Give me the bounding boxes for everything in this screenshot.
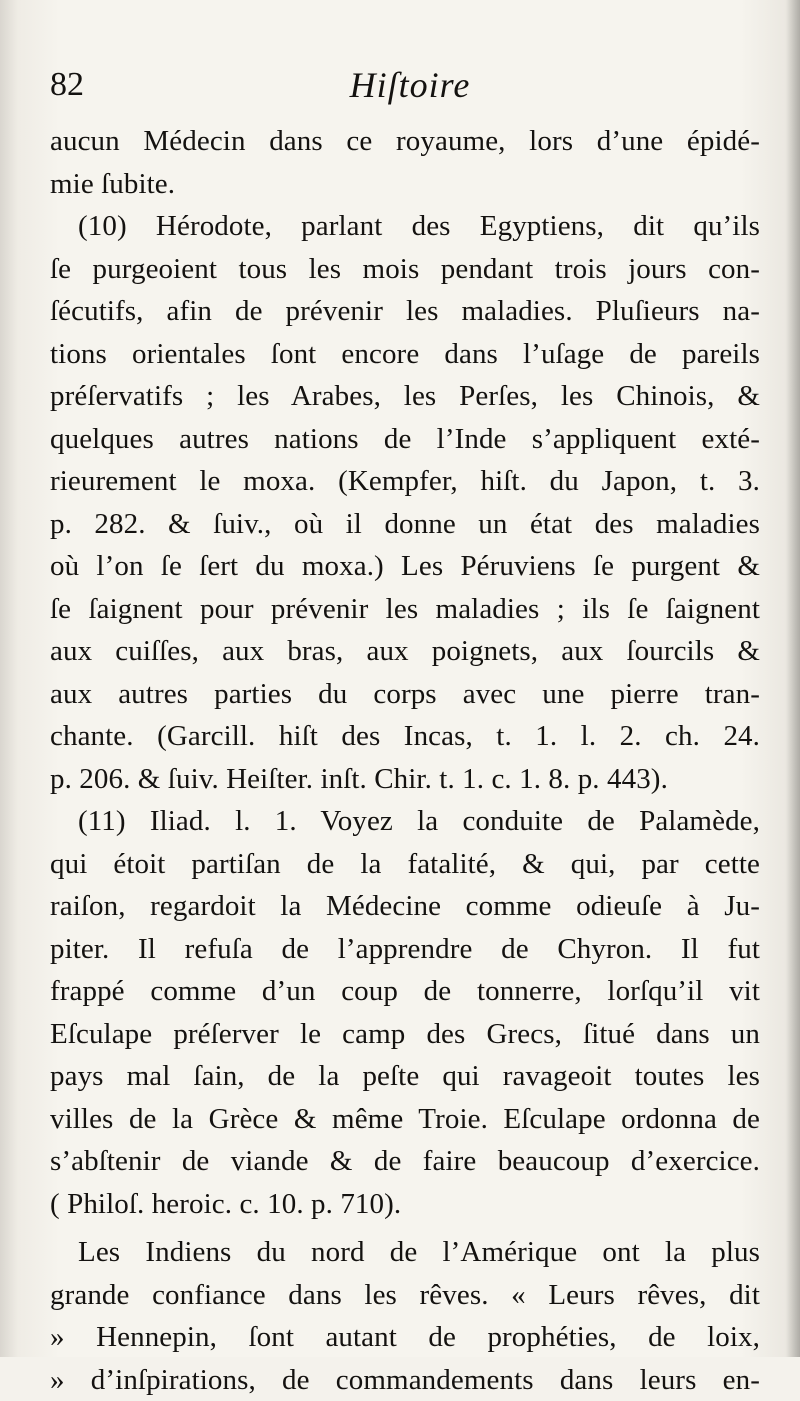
text-line: Eſculape préſerver le camp des Grecs, ſitué dans un bbox=[50, 1013, 760, 1056]
text-line: tions orientales ſont encore dans l’uſage de pareils bbox=[50, 333, 760, 376]
text-line: ſécutifs, afin de prévenir les maladies. Pluſieurs na- bbox=[50, 290, 760, 333]
page-number: 82 bbox=[50, 66, 84, 104]
text-line: ſe purgeoient tous les mois pendant trois jours con- bbox=[50, 248, 760, 291]
text-line: grande confiance dans les rêves. « Leurs rêves, dit bbox=[50, 1274, 760, 1317]
text-line: piter. Il refuſa de l’apprendre de Chyron. Il fut bbox=[50, 928, 760, 971]
text-line: aucun Médecin dans ce royaume, lors d’une épidé- bbox=[50, 120, 760, 163]
text-line: pays mal ſain, de la peſte qui ravageoit toutes les bbox=[50, 1055, 760, 1098]
text-line: où l’on ſe ſert du moxa.) Les Péruviens ſe purgent & bbox=[50, 545, 760, 588]
text-line: aux autres parties du corps avec une pierre tran- bbox=[50, 673, 760, 716]
text-line: chante. (Garcill. hiſt des Incas, t. 1. l. 2. ch. 24. bbox=[50, 715, 760, 758]
text-line: (10) Hérodote, parlant des Egyptiens, dit qu’ils bbox=[50, 205, 760, 248]
text-line: villes de la Grèce & même Troie. Eſculape ordonna de bbox=[50, 1098, 760, 1141]
text-line: préſervatifs ; les Arabes, les Perſes, les Chinois, & bbox=[50, 375, 760, 418]
text-line: p. 282. & ſuiv., où il donne un état des maladies bbox=[50, 503, 760, 546]
text-line: quelques autres nations de l’Inde s’appliquent exté- bbox=[50, 418, 760, 461]
running-title: Hiſtoire bbox=[50, 64, 770, 106]
text-line: ſe ſaignent pour prévenir les maladies ; ils ſe ſaignent bbox=[50, 588, 760, 631]
text-line: s’abſtenir de viande & de faire beaucoup d’exercice. bbox=[50, 1140, 760, 1183]
text-line: aux cuiſſes, aux bras, aux poignets, aux ſourcils & bbox=[50, 630, 760, 673]
text-line: (11) Iliad. l. 1. Voyez la conduite de Palamède, bbox=[50, 800, 760, 843]
body-text bbox=[50, 120, 760, 1401]
text-line: frappé comme d’un coup de tonnerre, lorſqu’il vit bbox=[50, 970, 760, 1013]
text-line: » Hennepin, ſont autant de prophéties, de loix, bbox=[50, 1316, 760, 1359]
page-edge-shadow bbox=[786, 0, 800, 1357]
text-line: Les Indiens du nord de l’Amérique ont la plus bbox=[50, 1231, 760, 1274]
text-line: ( Philoſ. heroic. c. 10. p. 710). bbox=[50, 1183, 760, 1226]
running-head bbox=[50, 58, 770, 118]
text-line: » d’inſpirations, de commandements dans leurs en- bbox=[50, 1359, 760, 1401]
text-line: raiſon, regardoit la Médecine comme odieuſe à Ju- bbox=[50, 885, 760, 928]
text-line: qui étoit partiſan de la fatalité, & qui, par cette bbox=[50, 843, 760, 886]
text-line: p. 206. & ſuiv. Heiſter. inſt. Chir. t. 1. c. 1. 8. p. 443). bbox=[50, 758, 760, 801]
text-line: rieurement le moxa. (Kempfer, hiſt. du Japon, t. 3. bbox=[50, 460, 760, 503]
text-line: mie ſubite. bbox=[50, 163, 760, 206]
